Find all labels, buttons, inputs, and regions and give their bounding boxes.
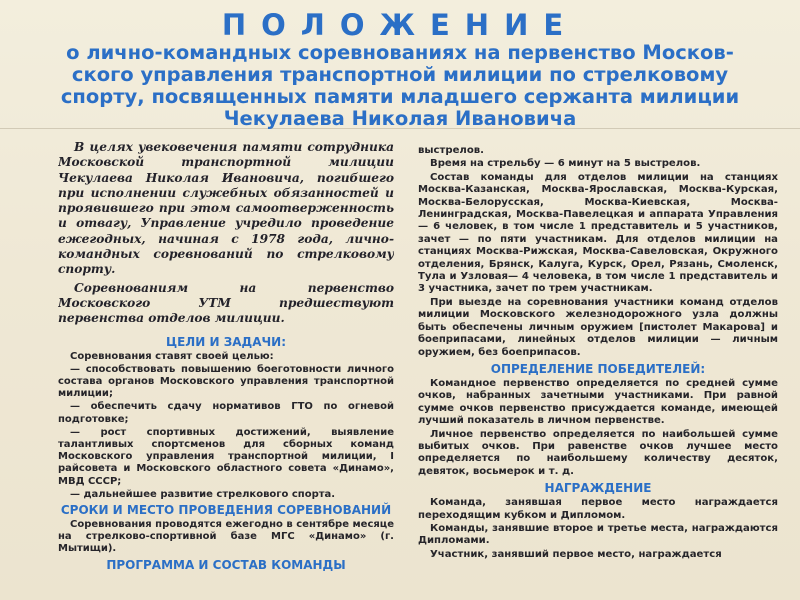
dates-line: Соревнования проводятся ежегодно в сентябре месяце на стрелково-спортивной базе МГС «Динамо» (г. Мытищи). <box>58 519 394 555</box>
goals-heading: ЦЕЛИ И ЗАДАЧИ: <box>165 334 287 349</box>
goals-line: — обеспечить сдачу нормативов ГТО по огневой подготовке; <box>58 401 394 425</box>
awards-line: Команды, занявшие второе и третье места, награждаются Дипломами. <box>418 522 778 547</box>
dates-heading: СРОКИ И МЕСТО ПРОВЕДЕНИЯ СОРЕВНОВАНИЙ <box>60 503 392 517</box>
program-line: Время на стрельбу — 6 минут на 5 выстрелов. <box>430 158 701 170</box>
goals-line: — способствовать повышению боеготовности личного состава органов Московского управления транспортной милиции; <box>58 363 394 400</box>
winners-heading: ОПРЕДЕЛЕНИЕ ПОБЕДИТЕЛЕЙ: <box>490 361 706 376</box>
awards-section <box>418 481 778 561</box>
document-title: ПОЛОЖЕНИЕ <box>221 8 579 42</box>
subtitle-line: Чекулаева Николая Ивановича <box>223 107 577 130</box>
goals-line: — дальнейшее развитие стрелкового спорта. <box>70 488 336 500</box>
subtitle-line: о лично-командных соревнованиях на первенство Москов- <box>66 41 734 64</box>
goals-line: Соревнования ставят своей целью: <box>70 350 274 362</box>
winners-line: Командное первенство определяется по средней сумме очков, набранных зачетными участниками. При равной сумме очков первенство присуждается команде, имеющей лучший показатель в личном первенстве. <box>418 377 778 427</box>
program-section <box>58 558 394 572</box>
program-continued-line: выстрелов. <box>418 145 484 156</box>
winners-line: Личное первенство определяется по наибольшей сумме выбитых очков. При равенстве очков лучшее место определяется по наибольшему количеству десяток, девяток, восьмерок и т. д. <box>418 428 778 477</box>
subtitle-line: ского управления транспортной милиции по стрелковому <box>71 63 729 86</box>
program-line: Состав команды для отделов милиции на станциях Москва-Казанская, Москва-Ярославская, Москва-Курская, Москва-Белорусская, Москва-Киевская, Москва-Ленинградская, Москва-Павелецкая и аппарата Управления — 6 человек, в том числе 1 представитель и 5 участников, зачет — по пяти участникам. Для отделов милиции на станциях Москва-Рижская, Москва-Савеловская, Окружного отделения, Брянск, Калуга, Курск, Орел, Рязань, Смоленск, Тула и Узловая— 4 человека, в том числе 1 представитель и 3 участника, зачет по трем участникам. <box>418 171 778 295</box>
left-column <box>58 140 394 600</box>
document-subtitle <box>36 42 764 130</box>
intro-paragraph: В целях увековечения памяти сотрудника Московской транспортной милиции Чекулаева Николая Ивановича, погибшего при исполнении служебных обязанностей и проявившего при этом самоотверженность и отвагу, Управление учредило проведение ежегодных, начиная с 1978 года, лично-командных соревнований по стрелковому спорту. <box>58 140 394 277</box>
winners-section <box>418 362 778 478</box>
dates-section <box>58 503 394 556</box>
document-header <box>36 8 764 130</box>
subtitle-line: спорту, посвященных памяти младшего сержанта милиции <box>60 85 740 108</box>
right-column <box>418 145 778 600</box>
awards-line: Участник, занявший первое место, награждается <box>430 548 722 560</box>
awards-heading: НАГРАЖДЕНИЕ <box>544 481 652 496</box>
program-line: При выезде на соревнования участники команд отделов милиции Московского железнодорожного узла должны быть обеспечены личным оружием [пистолет Макарова] и боеприпасами, линейных отделов милиции — личным оружием, без боеприпасов. <box>418 296 778 358</box>
program-heading: ПРОГРАММА И СОСТАВ КОМАНДЫ <box>106 557 346 572</box>
goals-line: — рост спортивных достижений, выявление талантливых спортсменов для сборных команд Московского управления транспортной милиции, I райсовета и Московского областного совета «Динамо», МВД СССР; <box>58 426 394 487</box>
goals-section <box>58 335 394 501</box>
awards-line: Команда, занявшая первое место награждается переходящим кубком и Дипломом. <box>418 497 778 521</box>
intro-paragraph: Соревнованиям на первенство Московского УТМ предшествуют первенства отделов милиции. <box>58 280 394 326</box>
